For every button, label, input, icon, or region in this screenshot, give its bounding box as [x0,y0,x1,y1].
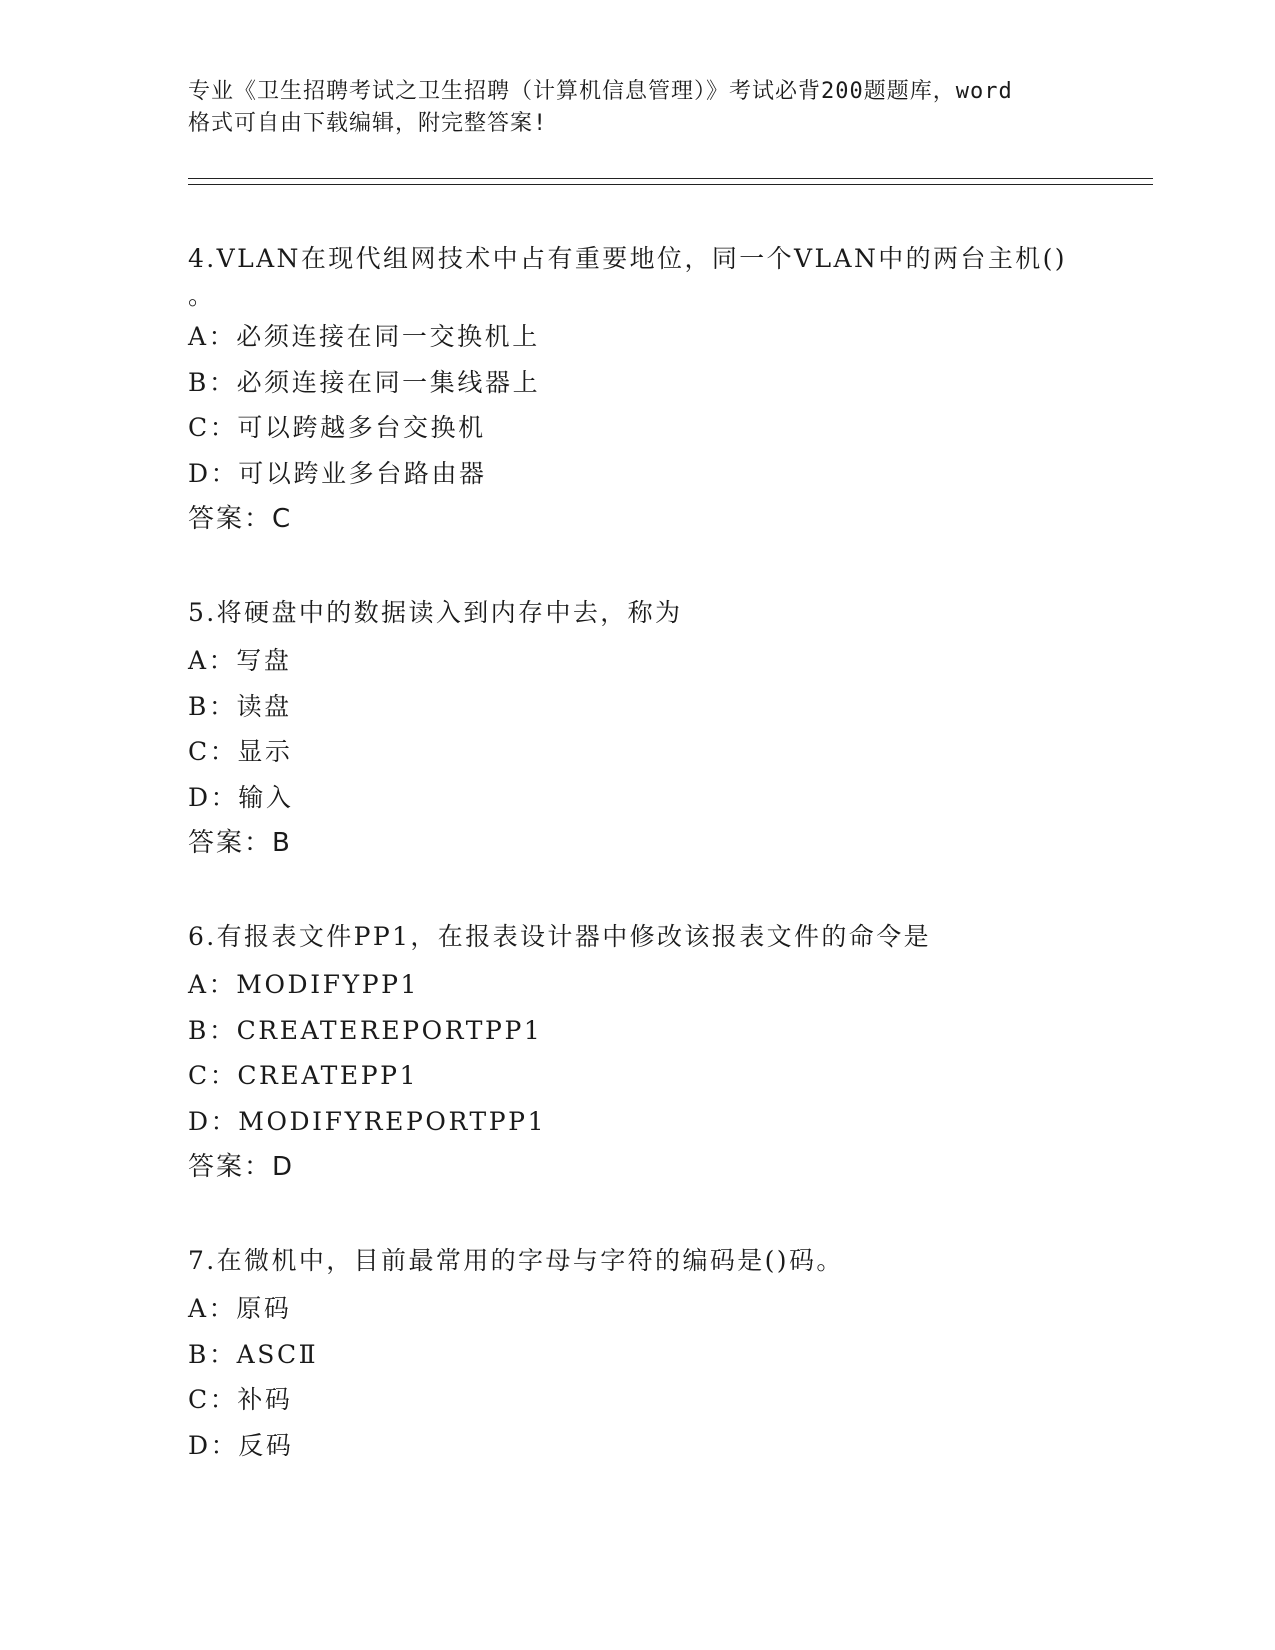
option-a: A：必须连接在同一交换机上 [188,322,540,351]
header-divider-top [188,178,1153,179]
question-list [188,234,1128,1514]
answer-label: 答案： [188,1152,273,1182]
answer-value: C [272,504,292,534]
option-a: A：写盘 [188,646,292,675]
question-item [188,912,1128,1190]
option-b: B：必须连接在同一集线器上 [188,367,541,397]
question-stem: 7.在微机中，目前最常用的字母与字符的编码是()码。 [188,1246,844,1275]
answer-line [188,1144,1128,1190]
question-item [188,588,1128,866]
header-divider-bottom [188,184,1153,185]
option-c: C：可以跨越多台交换机 [188,413,486,442]
question-item [188,1236,1128,1468]
option-c: C：显示 [188,737,293,766]
question-item [188,234,1128,542]
answer-line [188,496,1128,542]
option-a: A：MODIFYPP1 [188,970,420,999]
question-stem-continuation: 。 [188,281,216,310]
header-title-line-2: 格式可自由下载编辑，附完整答案! [188,111,548,136]
option-d: D：可以跨业多台路由器 [188,458,487,488]
option-b: B：ASCⅡ [188,1339,319,1369]
answer-label: 答案： [188,828,273,858]
question-stem: 5.将硬盘中的数据读入到内存中去，称为 [188,598,683,627]
option-d: D：输入 [188,782,294,812]
question-stem: 6.有报表文件PP1，在报表设计器中修改该报表文件的命令是 [188,922,932,951]
option-b: B：读盘 [188,691,292,721]
answer-value: B [272,828,291,858]
option-d: D：反码 [188,1430,294,1460]
option-a: A：原码 [188,1294,292,1323]
answer-label: 答案： [188,504,273,534]
option-b: B：CREATEREPORTPP1 [188,1015,543,1045]
option-c: C：CREATEPP1 [188,1061,419,1090]
answer-value: D [272,1152,294,1182]
question-stem: 4.VLAN在现代组网技术中占有重要地位，同一个VLAN中的两台主机() [188,244,1067,273]
option-d: D：MODIFYREPORTPP1 [188,1106,547,1136]
answer-line [188,820,1128,866]
option-c: C：补码 [188,1385,293,1414]
document-header [188,76,1088,140]
header-title-line-1: 专业《卫生招聘考试之卫生招聘（计算机信息管理）》考试必背200题题库，word [188,79,1013,104]
